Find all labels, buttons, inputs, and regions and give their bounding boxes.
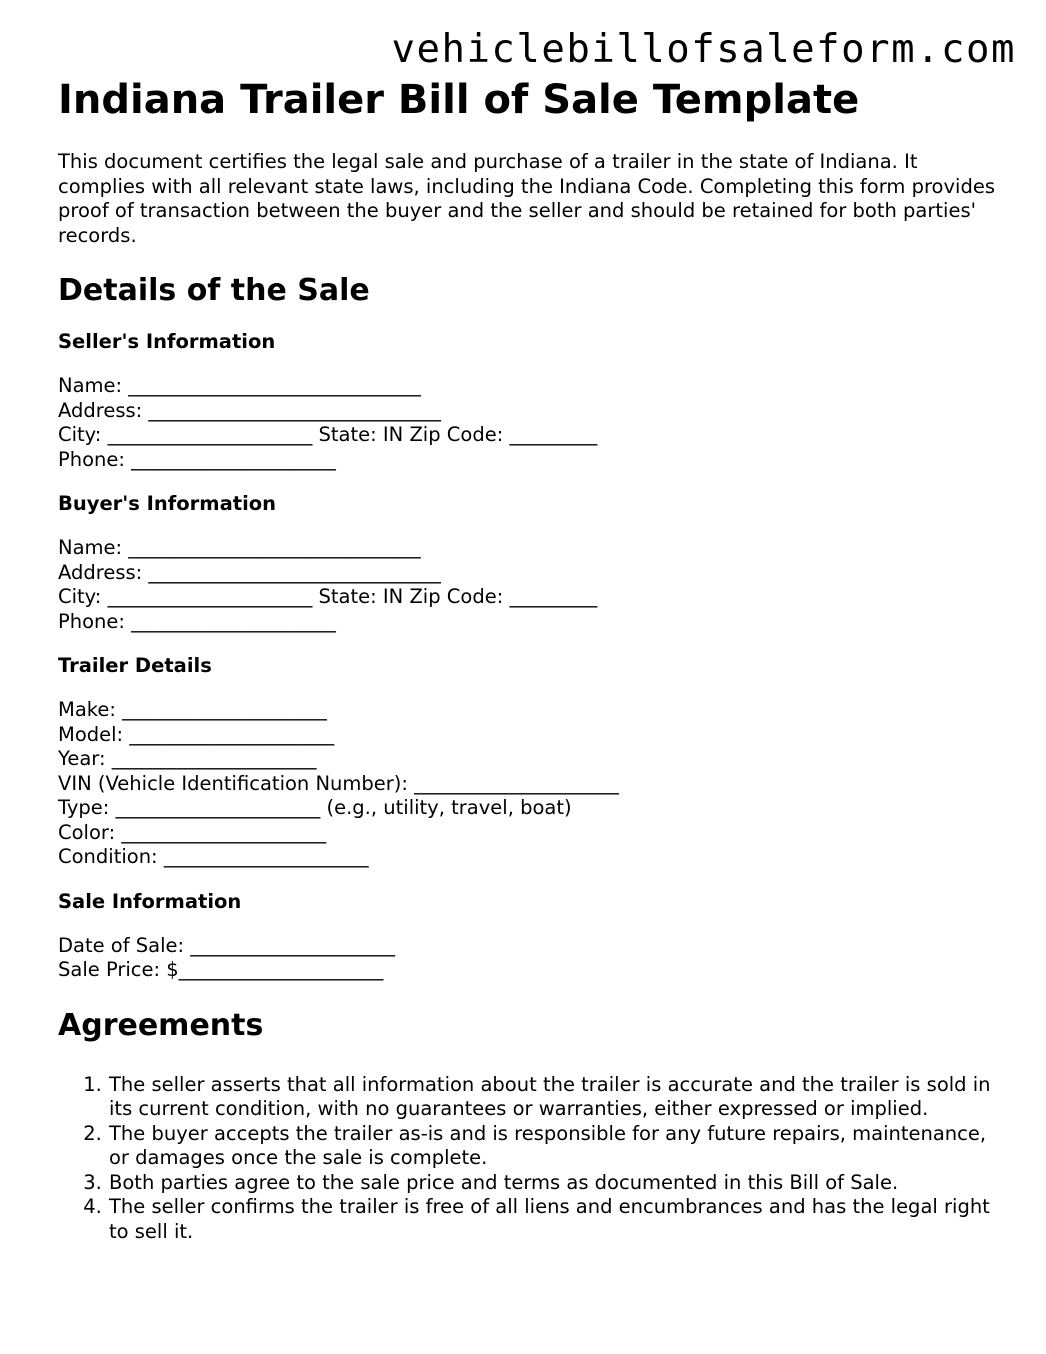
buyer-address-field: Address: ______________________________	[58, 560, 441, 584]
buyer-fields	[58, 536, 998, 634]
agreement-item: 3. Both parties agree to the sale price and terms as documented in this Bill of Sale.	[108, 1171, 998, 1196]
trailer-vin-field: VIN (Vehicle Identification Number): _____________________	[58, 771, 619, 795]
trailer-year-field: Year: _____________________	[58, 747, 317, 770]
trailer-heading: Trailer Details	[58, 654, 212, 677]
sale-fields	[58, 934, 998, 983]
seller-phone-field: Phone: _____________________	[58, 447, 336, 471]
sale-heading: Sale Information	[58, 889, 242, 913]
seller-heading: Seller's Information	[58, 330, 276, 353]
trailer-type-field: Type: _____________________ (e.g., utility, travel, boat)	[58, 796, 572, 819]
agreement-item: 1. The seller asserts that all information about the trailer is accurate and the trailer is sold in its current condition, with no guarantees or warranties, either expressed or implied.	[108, 1073, 998, 1122]
seller-address-field: Address: ______________________________	[58, 398, 441, 422]
trailer-condition-field: Condition: _____________________	[58, 845, 369, 868]
agreement-item: 2. The buyer accepts the trailer as-is and is responsible for any future repairs, maintenance, or damages once the sale is complete.	[108, 1122, 998, 1171]
details-heading: Details of the Sale	[58, 273, 370, 308]
buyer-city-field: City: _____________________ State: IN Zip Code: _________	[58, 585, 598, 608]
seller-name-field: Name: ______________________________	[58, 374, 421, 397]
document-page	[58, 74, 998, 1244]
buyer-name-field: Name: ______________________________	[58, 536, 421, 559]
trailer-fields	[58, 698, 998, 870]
page-title: Indiana Trailer Bill of Sale Template	[58, 77, 860, 123]
buyer-heading: Buyer's Information	[58, 492, 277, 515]
sale-date-field: Date of Sale: _____________________	[58, 933, 396, 957]
sale-price-field: Sale Price: $_____________________	[58, 958, 384, 981]
intro-paragraph: This document certifies the legal sale and purchase of a trailer in the state of Indiana. It complies with all relevant state laws, including the Indiana Code. Completing this form provides proof of transaction between the buyer and the seller and should be retained for both parties' records.	[58, 150, 995, 247]
trailer-model-field: Model: _____________________	[58, 722, 335, 746]
trailer-color-field: Color: _____________________	[58, 820, 327, 844]
agreements-heading: Agreements	[58, 1007, 264, 1043]
buyer-phone-field: Phone: _____________________	[58, 609, 336, 633]
agreement-item: 4. The seller confirms the trailer is free of all liens and encumbrances and has the legal right to sell it.	[108, 1195, 998, 1244]
trailer-make-field: Make: _____________________	[58, 698, 327, 721]
watermark: vehiclebillofsaleform.com	[391, 27, 1016, 72]
seller-fields	[58, 374, 998, 472]
agreements-list	[58, 1073, 998, 1245]
seller-city-field: City: _____________________ State: IN Zip Code: _________	[58, 423, 598, 446]
